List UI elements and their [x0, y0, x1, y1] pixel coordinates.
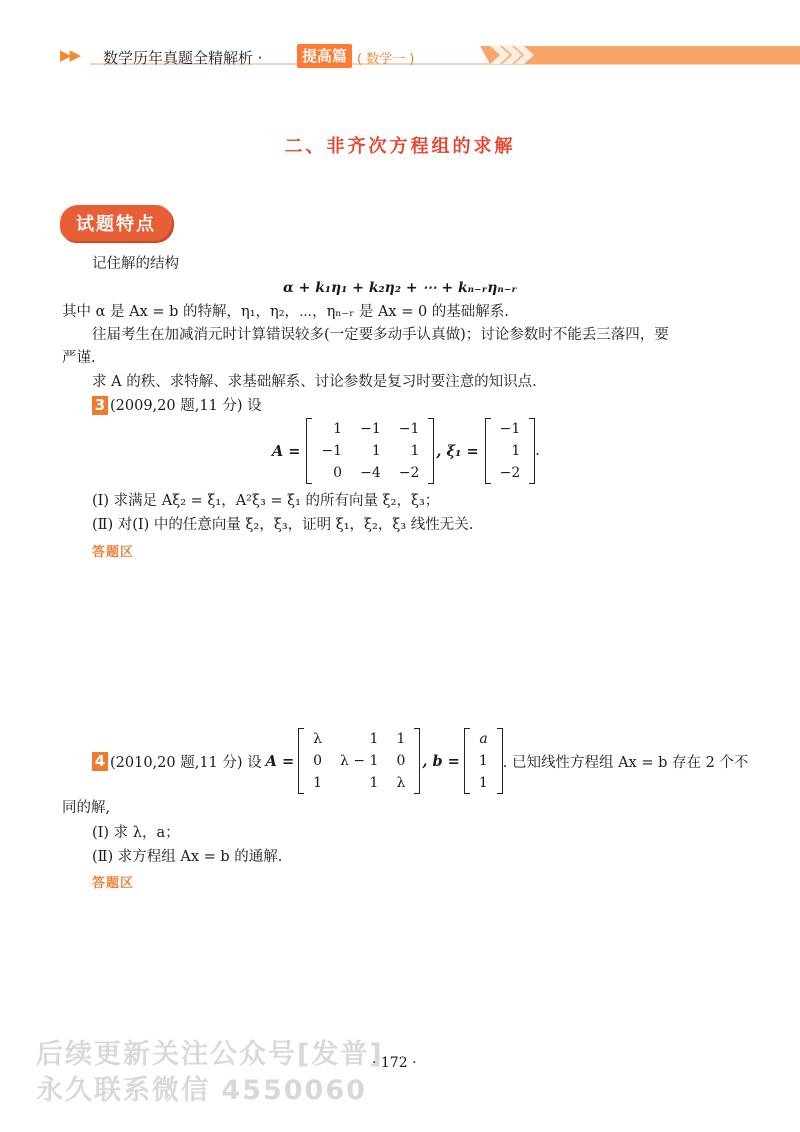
intro-line2: 其中 α 是 Ax = b 的特解，η₁，η₂，⋯，ηₙ₋ᵣ 是 Ax = 0 的基础解系. — [62, 304, 509, 320]
watermark-line2: 永久联系微信 4550060 — [36, 1075, 367, 1106]
page-number: · 172 · — [372, 1055, 417, 1071]
problem4-answer-zone: 答题区 — [92, 876, 135, 891]
problem3-answer-zone: 答题区 — [92, 545, 135, 560]
vector-cell: 1 — [478, 753, 488, 769]
intro-line3: 往届考生在加减消元时计算错误较多(一定要多动手认真做)；讨论参数时不能丢三落四，要 — [92, 327, 669, 343]
problem3-part1: (Ⅰ) 求满足 Aξ₂ = ξ₁，A²ξ₃ = ξ₁ 的所有向量 ξ₂，ξ₃； — [92, 493, 440, 509]
section-title: 二、非齐次方程组的求解 — [284, 136, 516, 157]
matrix-cell: 0 — [396, 753, 406, 769]
problem4-part1: (Ⅰ) 求 λ，a； — [92, 825, 180, 841]
watermark-line1: 后续更新关注公众号[发普] — [36, 1039, 384, 1070]
intro-line1: 记住解的结构 — [92, 256, 179, 272]
solution-structure-formula: α + k₁η₁ + k₂η₂ + ⋯ + kₙ₋ᵣηₙ₋ᵣ — [282, 280, 518, 296]
matrix-A — [306, 418, 434, 484]
intro-line4: 严谨. — [62, 350, 96, 366]
matrix-cell: 1 — [369, 775, 379, 791]
vector-cell: 1 — [511, 443, 521, 459]
matrix-cell: −4 — [360, 465, 381, 481]
matrix-cell: −1 — [360, 421, 381, 437]
matrix-cell: 1 — [371, 443, 381, 459]
header-arrows: ▶▶ — [60, 46, 80, 64]
problem4-header — [92, 728, 748, 794]
book-title: 数学历年真题全精解析 · — [103, 49, 263, 67]
problem4-number: 4 — [92, 752, 108, 771]
vector-xi1-label: , ξ₁ = — [436, 442, 479, 460]
matrix-cell: λ − 1 — [340, 753, 379, 769]
vector-cell: 1 — [478, 775, 488, 791]
matrix-cell: −1 — [321, 443, 343, 459]
problem3-matrices — [272, 418, 540, 484]
vector-xi1 — [485, 418, 536, 484]
matrix-end-period: . — [535, 443, 540, 459]
matrix-cell: 0 — [313, 753, 323, 769]
vector-cell: −1 — [499, 421, 521, 437]
matrix-cell: λ — [313, 731, 323, 747]
vector-cell: −2 — [499, 465, 521, 481]
problem3-header — [92, 396, 262, 416]
vector-b-label: , b = — [422, 752, 460, 770]
matrix-A-label: A = — [272, 442, 301, 460]
problem3-number: 3 — [92, 396, 108, 415]
problem3-part2: (Ⅱ) 对(Ⅰ) 中的任意向量 ξ₂，ξ₃，证明 ξ₁，ξ₂，ξ₃ 线性无关. — [92, 517, 474, 533]
matrix-cell: 1 — [396, 731, 406, 747]
problem4-line2: 同的解, — [62, 800, 111, 816]
volume-badge: 提高篇 — [297, 44, 352, 68]
intro-line5: 求 A 的秩、求特解、求基础解系、讨论参数是复习时要注意的知识点. — [92, 374, 537, 390]
vector-b — [464, 728, 503, 794]
matrix-cell: 1 — [369, 731, 379, 747]
matrix-cell: 1 — [333, 421, 343, 437]
matrix-cell: 1 — [313, 775, 323, 791]
matrix-cell: λ — [396, 775, 406, 791]
matrix-cell: 0 — [333, 465, 343, 481]
vector-cell: a — [479, 731, 488, 747]
matrix-A-lambda — [298, 728, 420, 794]
matrix-cell: −1 — [398, 421, 420, 437]
matrix-A-label: A = — [265, 752, 295, 770]
problem4-source: (2010,20 题,11 分) 设 — [110, 754, 262, 771]
feature-badge: 试题特点 — [60, 205, 172, 241]
problem4-part2: (Ⅱ) 求方程组 Ax = b 的通解. — [92, 849, 283, 865]
subject-label: ( 数学一 ) — [357, 52, 415, 67]
matrix-cell: −2 — [398, 465, 420, 481]
problem4-tail: . 已知线性方程组 Ax = b 存在 2 个不 — [502, 754, 749, 771]
matrix-cell: 1 — [410, 443, 420, 459]
problem3-source: (2009,20 题,11 分) 设 — [110, 398, 262, 414]
